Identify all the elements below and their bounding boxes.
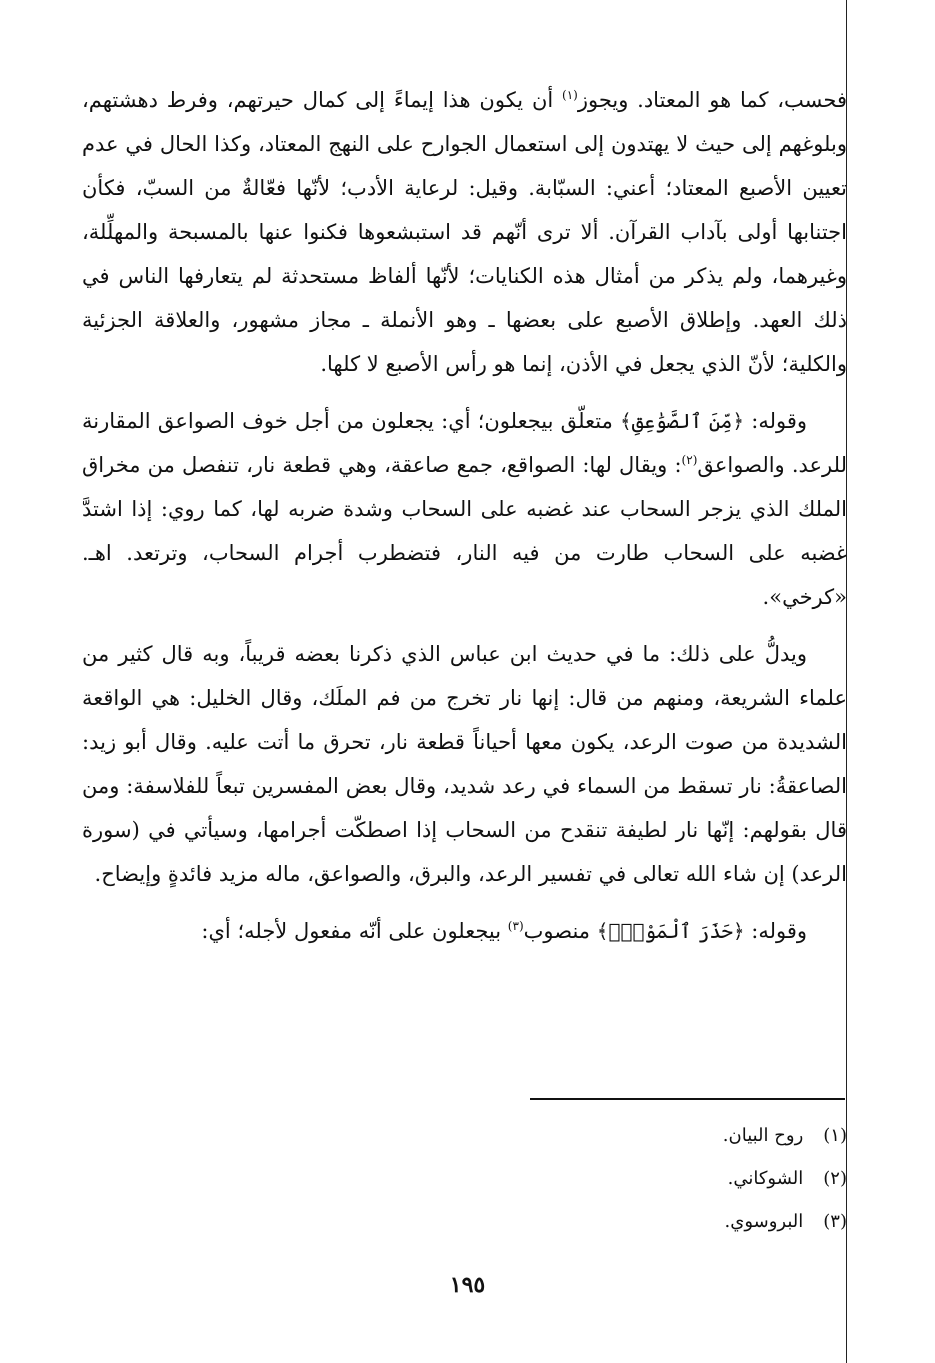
paragraph-text: فحسب، كما هو المعتاد. ويجوز [577,88,847,112]
footnote-ref-1[interactable]: (١) [562,88,578,102]
paragraph-text: وقوله: [744,409,807,433]
quran-quote: ﴿مِّنَ ٱلصَّوَٰعِقِ﴾ [620,409,745,433]
footnote-separator [530,1098,845,1100]
footnote-1 [527,1114,847,1157]
footnote-3 [527,1200,847,1243]
paragraph-4 [82,909,847,953]
main-text [82,78,847,953]
paragraph-text: وقوله: [744,919,807,943]
paragraph-text: أن يكون هذا إيماءً إلى كمال حيرتهم، وفرط دهشتهم، وبلوغهم إلى حيث لا يهتدون إلى استعمال الجوارح على النهج المعتاد، وكذا الحال في عدم تعيين الأصبع المعتاد؛ أعني: السبّابة. وقيل: لرعاية الأدب؛ لأنّها فعّالةٌ من السبّ، فكأن اجتنابها أولى بآداب القرآن. ألا ترى أنّهم قد استبشعوها فكنوا عنها بالمسبحة والمهلِّلة، وغيرهما، ولم يذكر من أمثال هذه الكنايات؛ لأنّها ألفاظ مستحدثة لم يتعارفها الناس في ذلك العهد. وإطلاق الأصبع على بعضها ـ وهو الأنملة ـ مجاز مشهور، والعلاقة الجزئية والكلية؛ لأنّ الذي يجعل في الأذن، إنما هو رأس الأصبع لا كلها. [82,88,847,376]
footnote-2 [527,1157,847,1200]
footnote-text: روح البيان. [722,1125,804,1146]
footnote-number: (٢) [823,1168,847,1189]
paragraph-text: بيجعلون على أنّه مفعول لأجله؛ أي: [201,919,508,943]
paragraph-text: متعلّق بيجعلون؛ أي: يجعلون من أجل خوف الصواعق المقارنة للرعد. والصواعق [82,409,847,477]
paragraph-text: : ويقال لها: الصواقع، جمع صاعقة، وهي قطعة نار، تنفصل من مخراق الملك الذي يزجر السحاب عند غضبه على السحاب وشدة ضربه لها، كما روي: إذا اشتدَّ غضبه على السحاب طارت من فيه النار، فتضطرب أجرام السحاب، وترتعد. اهـ. «كرخي». [82,453,847,609]
footnote-ref-2[interactable]: (٢) [681,453,698,467]
page-number: ١٩٥ [449,1272,486,1298]
paragraph-2 [82,399,847,619]
paragraph-1 [82,78,847,386]
footnote-text: الشوكاني. [727,1168,804,1189]
footnote-ref-3[interactable]: (٣) [507,919,524,933]
footnote-text: البروسوي. [724,1211,804,1232]
paragraph-text: ويدلُّ على ذلك: ما في حديث ابن عباس الذي ذكرنا بعضه قريباً، وبه قال كثير من علماء الشريعة، ومنهم من قال: إنها نار تخرج من فم الملَك، وقال الخليل: هي الواقعة الشديدة من صوت الرعد، يكون معها أحياناً قطعة نار، تحرق ما أتت عليه. وقال أبو زيد: الصاعقةُ: نار تسقط من السماء في رعد شديد، وقال بعض المفسرين تبعاً للفلاسفة: ومن قال بقولهم: إنّها نار لطيفة تنقدح من السحاب إذا اصطكّت أجرامها، وسيأتي في (سورة الرعد) إن شاء الله تعالى في تفسير الرعد، والبرق، والصواعق، ماله مزيد فائدةٍ وإيضاح. [82,642,847,886]
footnote-number: (١) [823,1125,847,1146]
footnote-number: (٣) [823,1211,847,1232]
quran-quote: ﴿حَذَرَ ٱلْمَوْتِۚ﴾ [596,919,745,943]
paragraph-3 [82,632,847,896]
paragraph-text: منصوب [523,919,597,943]
footnotes [527,1114,847,1243]
